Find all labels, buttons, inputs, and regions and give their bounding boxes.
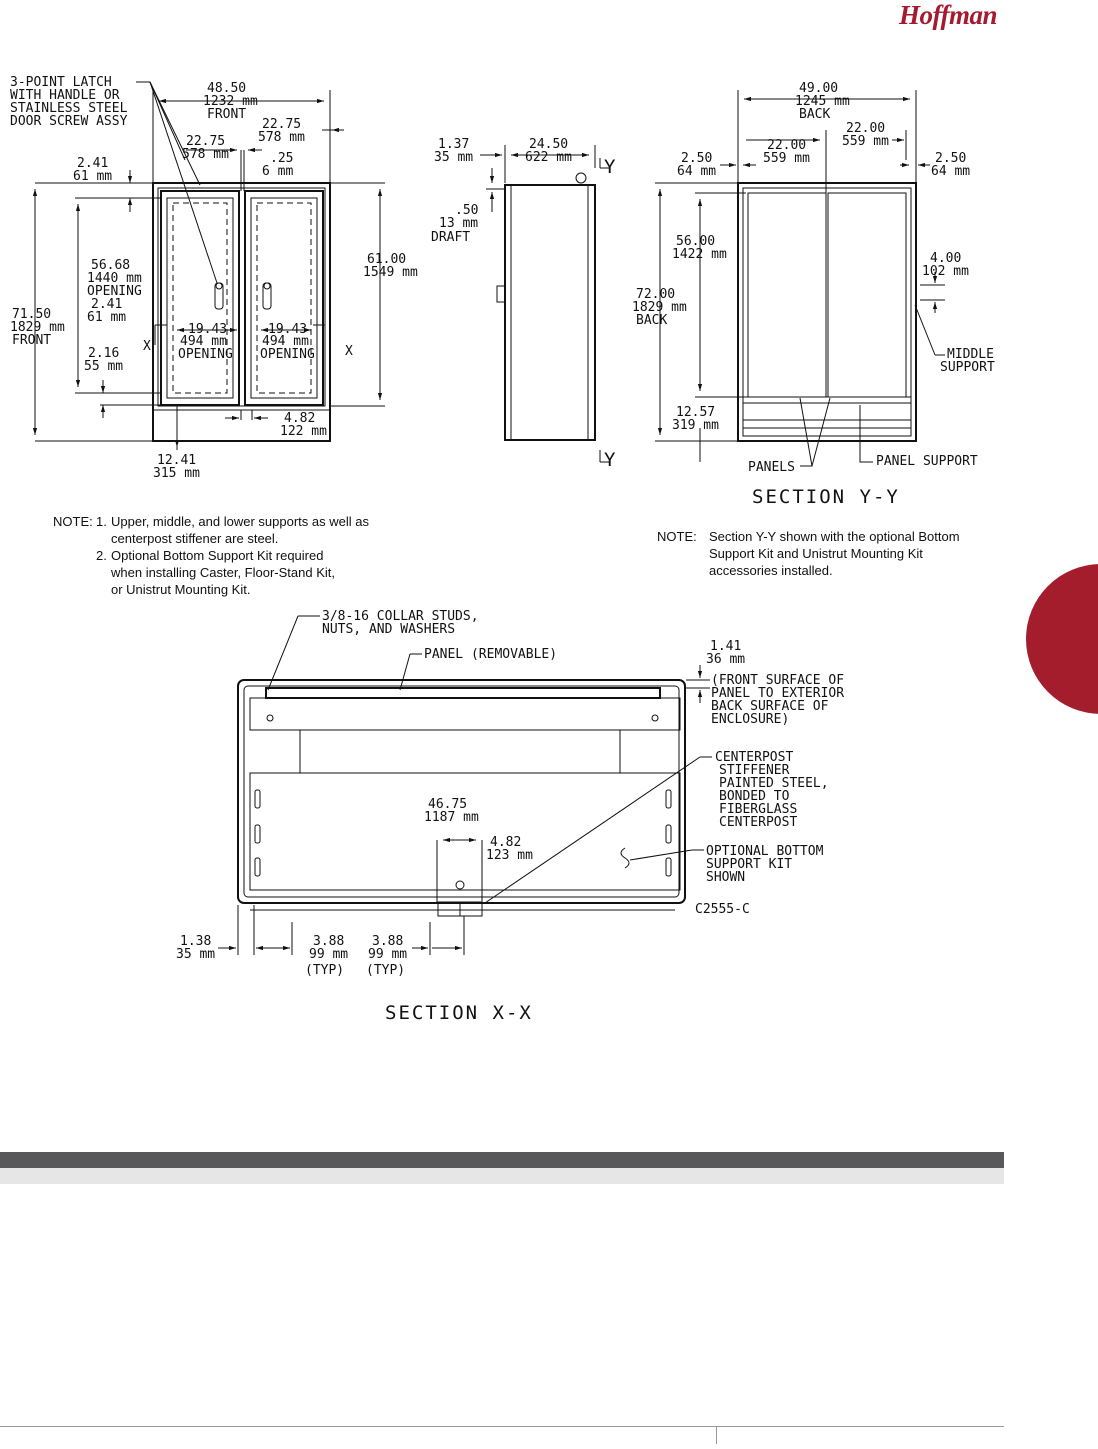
yy-width-mm: 1245 mm [795,94,850,109]
top-offset-value: 2.41 [77,156,109,171]
latch-callout-1: 3-POINT LATCH [10,75,112,90]
xx-bottom-support [250,773,680,890]
note-2-line-1: Optional Bottom Support Kit required [111,548,324,563]
xx-upper-support [250,698,680,730]
yy-panel-right [828,193,906,397]
yy-overall-height-value: 72.00 [636,287,676,302]
opening-width-left-mm: 494 mm [180,334,227,349]
notes-right-label: NOTE: [657,529,697,544]
yy-panel-left [748,193,826,397]
xx-collar-studs-1: 3/8-16 COLLAR STUDS, [322,609,479,624]
right-door-opening [257,203,311,393]
xx-panel-offset-value: 1.41 [710,639,742,654]
right-handle-knob [264,283,270,289]
side-view [431,137,617,471]
opening-height-value: 56.68 [91,258,131,273]
note-1-number: 1. [96,514,107,529]
xx-spacing-right-value: 3.88 [372,934,404,949]
note-2-number: 2. [96,548,107,563]
side-depth-value: 24.50 [529,137,569,152]
section-y-marker-top: Y [604,156,618,178]
notes-right-line-3: accessories installed. [709,563,833,578]
lower-offset-value: 2.16 [88,346,120,361]
section-xx-title: SECTION X-X [385,1002,533,1024]
draft-label: DRAFT [431,230,471,245]
door-width-left-value: 22.75 [186,134,226,149]
bottom-height-value: 12.41 [157,453,197,468]
brand-logo: Hoffman [899,0,998,30]
opening-height-mm: 1440 mm [87,271,142,286]
xx-spacing-left-mm: 99 mm [309,947,349,962]
yy-side-right-value: 2.50 [935,151,967,166]
yy-overall-height-label: BACK [636,313,668,328]
xx-inner-width-value: 46.75 [428,797,468,812]
xx-bottom-kit-2: SUPPORT KIT [706,857,793,872]
side-offset-value: 1.37 [438,137,470,152]
bottom-height-mm: 315 mm [153,466,200,481]
side-offset-mm: 35 mm [434,150,474,165]
section-y-marker-bottom: Y [604,449,618,471]
side-depth-mm: 622 mm [525,150,572,165]
xx-bottom-kit-1: OPTIONAL BOTTOM [706,844,824,859]
footer-band-dark [0,1152,1004,1168]
door-width-right-value: 22.75 [262,117,302,132]
left-handle-knob [216,283,222,289]
overall-height-label: FRONT [12,333,52,348]
xx-centerpost-6: CENTERPOST [719,815,798,830]
top-offset-mm: 61 mm [73,169,113,184]
yy-panel-left-value: 22.00 [767,138,807,153]
yy-overall-height-mm: 1829 mm [632,300,687,315]
xx-spacing-right-typ: (TYP) [366,963,406,978]
footer-rule [0,1426,1004,1427]
opening-width-left-label: OPENING [178,347,233,362]
xx-center-width-mm: 123 mm [486,848,533,863]
yy-bottom-height-value: 12.57 [676,405,716,420]
lower-offset-mm: 55 mm [84,359,124,374]
xx-centerpost-2: STIFFENER [719,763,790,778]
xx-wall-mm: 35 mm [176,947,216,962]
yy-side-right-mm: 64 mm [931,164,971,179]
mid-offset-mm: 61 mm [87,310,127,325]
front-view [10,75,418,481]
xx-panel-offset-note-1: (FRONT SURFACE OF [711,673,845,688]
center-offset-value: 4.82 [284,411,316,426]
opening-width-left-value: 19.43 [188,322,228,337]
latch-callout-2: WITH HANDLE OR [10,88,120,103]
yy-width-value: 49.00 [799,81,839,96]
section-yy-view [632,81,995,508]
yy-side-left-value: 2.50 [681,151,713,166]
yy-panel-left-mm: 559 mm [763,151,810,166]
front-door-frame [158,188,325,406]
width-front-mm: 1232 mm [203,94,258,109]
xx-center-width-value: 4.82 [490,835,522,850]
xx-spacing-left-typ: (TYP) [305,963,345,978]
section-yy-title: SECTION Y-Y [752,486,900,508]
yy-panel-right-value: 22.00 [846,121,886,136]
section-x-marker-left: X [143,339,151,354]
side-handle [497,286,505,302]
note-2-line-2: when installing Caster, Floor-Stand Kit, [111,565,335,580]
yy-middle-support-2: SUPPORT [940,360,995,375]
xx-panel-offset-note-3: BACK SURFACE OF [711,699,829,714]
xx-centerpost-5: FIBERGLASS [719,802,798,817]
yy-panel-height-mm: 1422 mm [672,247,727,262]
door-width-right-mm: 578 mm [258,130,305,145]
notes-left-label: NOTE: [53,514,93,529]
door-height-mm: 1549 mm [363,265,418,280]
width-front-label: FRONT [207,107,247,122]
draft-mm: 13 mm [439,216,479,231]
overall-height-value: 71.50 [12,307,52,322]
door-width-left-mm: 578 mm [182,147,229,162]
door-height-value: 61.00 [367,252,407,267]
section-x-marker-right: X [345,344,353,359]
yy-panel-support-label: PANEL SUPPORT [876,454,978,469]
xx-wall-value: 1.38 [180,934,212,949]
latch-callout-3: STAINLESS STEEL [10,101,128,116]
front-enclosure-outline [153,183,330,441]
mid-offset-value: 2.41 [91,297,123,312]
yy-panel-support [743,397,911,403]
opening-width-right-label: OPENING [260,347,315,362]
xx-panel-offset-note-4: ENCLOSURE) [711,712,790,727]
footer-separator [716,1426,717,1444]
draft-value: .50 [455,203,479,218]
xx-centerpost-1: CENTERPOST [715,750,794,765]
xx-spacing-left-value: 3.88 [313,934,345,949]
yy-panel-height-value: 56.00 [676,234,716,249]
xx-drawing-number: C2555-C [695,902,750,917]
yy-support-width-mm: 102 mm [922,264,969,279]
yy-enclosure-outline [738,183,916,441]
width-front-value: 48.50 [207,81,247,96]
footer-band-light [0,1168,1004,1184]
center-offset-mm: 122 mm [280,424,327,439]
yy-side-left-mm: 64 mm [677,164,717,179]
xx-centerpost-4: BONDED TO [719,789,790,804]
note-1-line-2: centerpost stiffener are steel. [111,531,279,546]
yy-middle-support-1: MIDDLE [947,347,994,362]
gap-mm: 6 mm [262,164,294,179]
latch-callout-4: DOOR SCREW ASSY [10,114,128,129]
notes-right-line-2: Support Kit and Unistrut Mounting Kit [709,546,923,561]
xx-panel [266,688,660,698]
xx-spacing-right-mm: 99 mm [368,947,408,962]
xx-enclosure-outline [238,680,685,903]
note-1-line-1: Upper, middle, and lower supports as well as [111,514,369,529]
xx-panel-removable: PANEL (REMOVABLE) [424,647,558,662]
yy-panel-right-mm: 559 mm [842,134,889,149]
xx-bottom-kit-3: SHOWN [706,870,746,885]
right-door-inner [251,198,317,398]
overall-height-mm: 1829 mm [10,320,65,335]
xx-centerpost-3: PAINTED STEEL, [719,776,829,791]
opening-width-right-mm: 494 mm [262,334,309,349]
gap-value: .25 [270,151,294,166]
yy-support-width-value: 4.00 [930,251,962,266]
side-enclosure-outline [505,185,595,440]
side-lifting-eye [576,173,586,183]
xx-collar-studs-2: NUTS, AND WASHERS [322,622,456,637]
opening-height-label: OPENING [87,284,142,299]
section-xx-view [176,609,844,1024]
opening-width-right-value: 19.43 [268,322,308,337]
yy-bottom-height-mm: 319 mm [672,418,719,433]
xx-panel-offset-note-2: PANEL TO EXTERIOR [711,686,845,701]
note-2-line-3: or Unistrut Mounting Kit. [111,582,251,597]
yy-width-label: BACK [799,107,831,122]
xx-inner-width-mm: 1187 mm [424,810,479,825]
notes-right-line-1: Section Y-Y shown with the optional Bottom [709,529,960,544]
yy-panels-label: PANELS [748,460,795,475]
xx-panel-offset-mm: 36 mm [706,652,746,667]
